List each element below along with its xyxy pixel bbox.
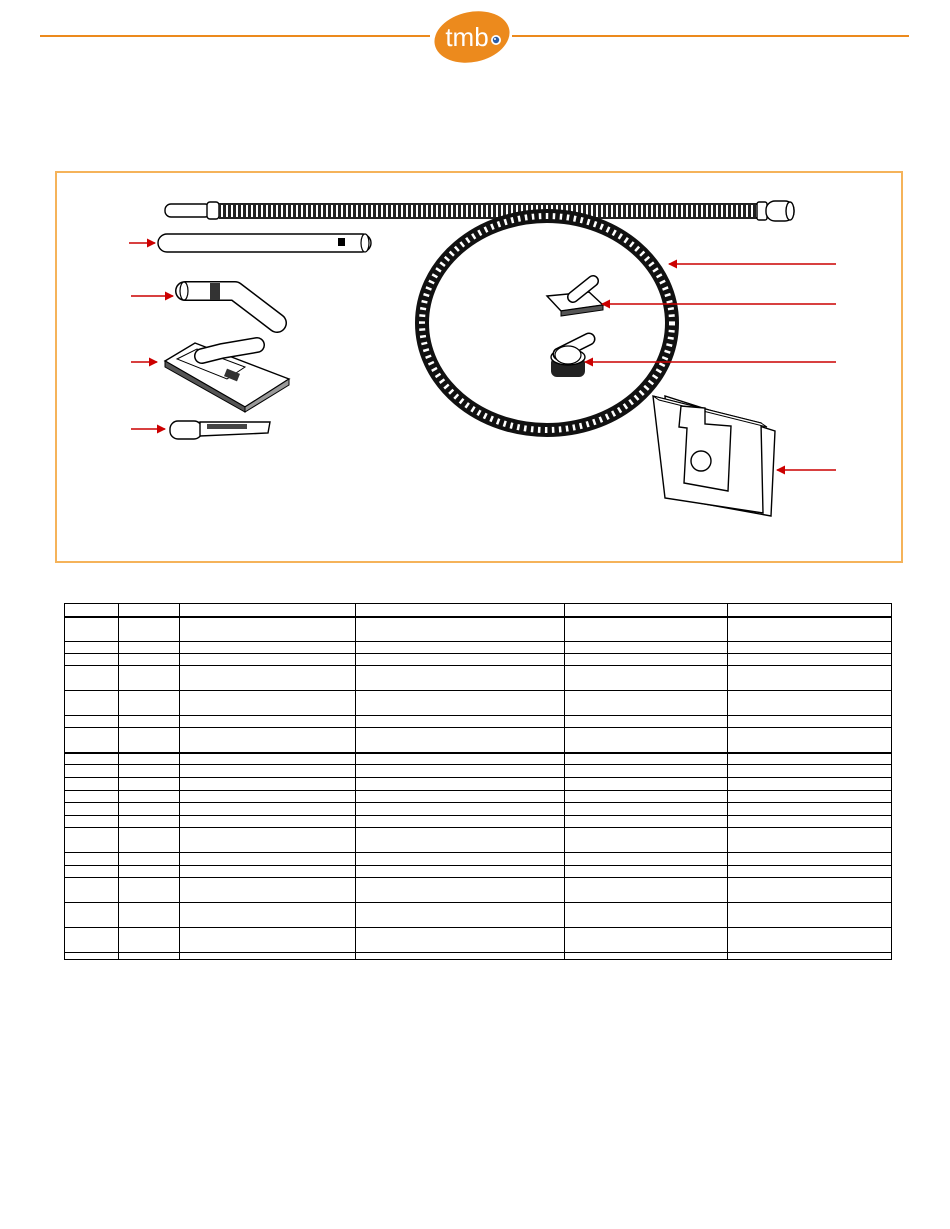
table-cell	[728, 828, 892, 853]
table-row	[65, 728, 892, 753]
header-rule-right	[512, 35, 909, 37]
table-cell	[119, 716, 180, 728]
table-row	[65, 928, 892, 953]
table-cell	[565, 765, 728, 778]
table-cell	[119, 654, 180, 666]
table-cell	[65, 853, 119, 866]
table-cell	[119, 642, 180, 654]
table-cell	[180, 666, 356, 691]
table-cell	[65, 753, 119, 765]
table-row	[65, 853, 892, 866]
table-row	[65, 666, 892, 691]
bent-elbow-tube-icon	[180, 282, 277, 323]
table-cell	[356, 765, 565, 778]
table-header-cell	[119, 604, 180, 617]
table-cell	[356, 691, 565, 716]
table-row	[65, 791, 892, 803]
tmb-logo	[433, 6, 511, 68]
table-cell	[565, 791, 728, 803]
table-cell	[65, 791, 119, 803]
table-cell	[119, 878, 180, 903]
table-cell	[356, 617, 565, 642]
table-cell	[119, 765, 180, 778]
crevice-tool-icon	[170, 421, 270, 439]
table-cell	[180, 728, 356, 753]
table-cell	[728, 816, 892, 828]
table-cell	[728, 878, 892, 903]
table-cell	[65, 903, 119, 928]
table-cell	[65, 666, 119, 691]
table-row	[65, 816, 892, 828]
table-cell	[356, 716, 565, 728]
brush-tool-icon	[551, 339, 589, 377]
table-cell	[565, 803, 728, 816]
table-cell	[180, 642, 356, 654]
table-cell	[356, 816, 565, 828]
table-cell	[356, 953, 565, 960]
table-cell	[356, 853, 565, 866]
table-cell	[565, 866, 728, 878]
table-cell	[565, 728, 728, 753]
table-cell	[65, 691, 119, 716]
table-cell	[728, 691, 892, 716]
table-cell	[65, 654, 119, 666]
table-cell	[565, 878, 728, 903]
table-row	[65, 903, 892, 928]
table-cell	[728, 654, 892, 666]
table-cell	[65, 716, 119, 728]
table-cell	[119, 803, 180, 816]
table-cell	[65, 816, 119, 828]
table-cell	[180, 765, 356, 778]
table-cell	[565, 617, 728, 642]
parts-table	[64, 603, 892, 960]
table-cell	[356, 791, 565, 803]
table-cell	[728, 928, 892, 953]
table-cell	[65, 828, 119, 853]
table-cell	[65, 728, 119, 753]
table-cell	[119, 853, 180, 866]
header-rule-left	[40, 35, 430, 37]
table-cell	[119, 928, 180, 953]
table-cell	[180, 866, 356, 878]
table-header-cell	[180, 604, 356, 617]
table-cell	[65, 866, 119, 878]
table-cell	[728, 903, 892, 928]
table-cell	[119, 866, 180, 878]
table-cell	[119, 691, 180, 716]
table-cell	[119, 778, 180, 791]
table-cell	[180, 803, 356, 816]
table-header-row	[65, 604, 892, 617]
table-row	[65, 866, 892, 878]
table-cell	[565, 691, 728, 716]
table-cell	[65, 778, 119, 791]
table-cell	[65, 928, 119, 953]
table-row	[65, 778, 892, 791]
table-cell	[180, 691, 356, 716]
table-cell	[728, 666, 892, 691]
table-row	[65, 878, 892, 903]
table-cell	[356, 903, 565, 928]
table-row	[65, 642, 892, 654]
accessories-figure	[55, 171, 903, 563]
table-cell	[119, 791, 180, 803]
table-cell	[565, 903, 728, 928]
logo-text: tmb	[445, 22, 489, 52]
table-cell	[356, 866, 565, 878]
table-cell	[65, 642, 119, 654]
table-cell	[356, 803, 565, 816]
table-row	[65, 753, 892, 765]
coiled-hose-icon	[422, 216, 672, 430]
table-cell	[65, 765, 119, 778]
table-cell	[565, 953, 728, 960]
table-cell	[356, 753, 565, 765]
table-cell	[180, 928, 356, 953]
table-cell	[728, 716, 892, 728]
table-cell	[180, 791, 356, 803]
table-cell	[356, 878, 565, 903]
table-cell	[119, 753, 180, 765]
table-cell	[356, 828, 565, 853]
table-cell	[356, 928, 565, 953]
dust-bag-icon	[653, 396, 775, 516]
upholstery-tool-icon	[547, 281, 603, 316]
table-header-cell	[65, 604, 119, 617]
table-cell	[728, 853, 892, 866]
wand-tube-icon	[158, 234, 371, 252]
table-cell	[119, 728, 180, 753]
table-cell	[565, 816, 728, 828]
table-cell	[65, 878, 119, 903]
table-header-cell	[356, 604, 565, 617]
table-cell	[119, 816, 180, 828]
table-cell	[565, 828, 728, 853]
table-cell	[180, 778, 356, 791]
table-row	[65, 953, 892, 960]
table-cell	[180, 828, 356, 853]
table-cell	[565, 753, 728, 765]
table-cell	[180, 617, 356, 642]
table-cell	[180, 654, 356, 666]
table-cell	[180, 716, 356, 728]
table-cell	[565, 716, 728, 728]
table-cell	[728, 791, 892, 803]
table-row	[65, 691, 892, 716]
table-cell	[728, 953, 892, 960]
table-cell	[728, 866, 892, 878]
table-row	[65, 617, 892, 642]
table-cell	[180, 953, 356, 960]
table-cell	[119, 828, 180, 853]
table-cell	[180, 853, 356, 866]
table-cell	[180, 753, 356, 765]
table-cell	[356, 642, 565, 654]
table-cell	[180, 816, 356, 828]
table-cell	[356, 728, 565, 753]
table-cell	[356, 778, 565, 791]
table-cell	[119, 617, 180, 642]
table-cell	[180, 903, 356, 928]
extension-hose-icon	[165, 201, 794, 221]
table-row	[65, 803, 892, 816]
table-cell	[565, 642, 728, 654]
table-cell	[65, 803, 119, 816]
table-cell	[728, 617, 892, 642]
table-cell	[565, 853, 728, 866]
table-cell	[728, 642, 892, 654]
table-row	[65, 828, 892, 853]
table-cell	[356, 654, 565, 666]
table-cell	[65, 617, 119, 642]
table-cell	[119, 903, 180, 928]
table-cell	[119, 953, 180, 960]
table-cell	[728, 778, 892, 791]
table-header-cell	[728, 604, 892, 617]
table-cell	[356, 666, 565, 691]
table-cell	[565, 666, 728, 691]
table-row	[65, 654, 892, 666]
floor-nozzle-icon	[165, 343, 289, 412]
table-header-cell	[565, 604, 728, 617]
table-row	[65, 716, 892, 728]
table-row	[65, 765, 892, 778]
table-cell	[728, 753, 892, 765]
table-cell	[565, 654, 728, 666]
table-cell	[65, 953, 119, 960]
table-cell	[565, 778, 728, 791]
table-cell	[180, 878, 356, 903]
table-cell	[728, 728, 892, 753]
table-cell	[728, 803, 892, 816]
table-cell	[565, 928, 728, 953]
table-cell	[728, 765, 892, 778]
table-cell	[119, 666, 180, 691]
